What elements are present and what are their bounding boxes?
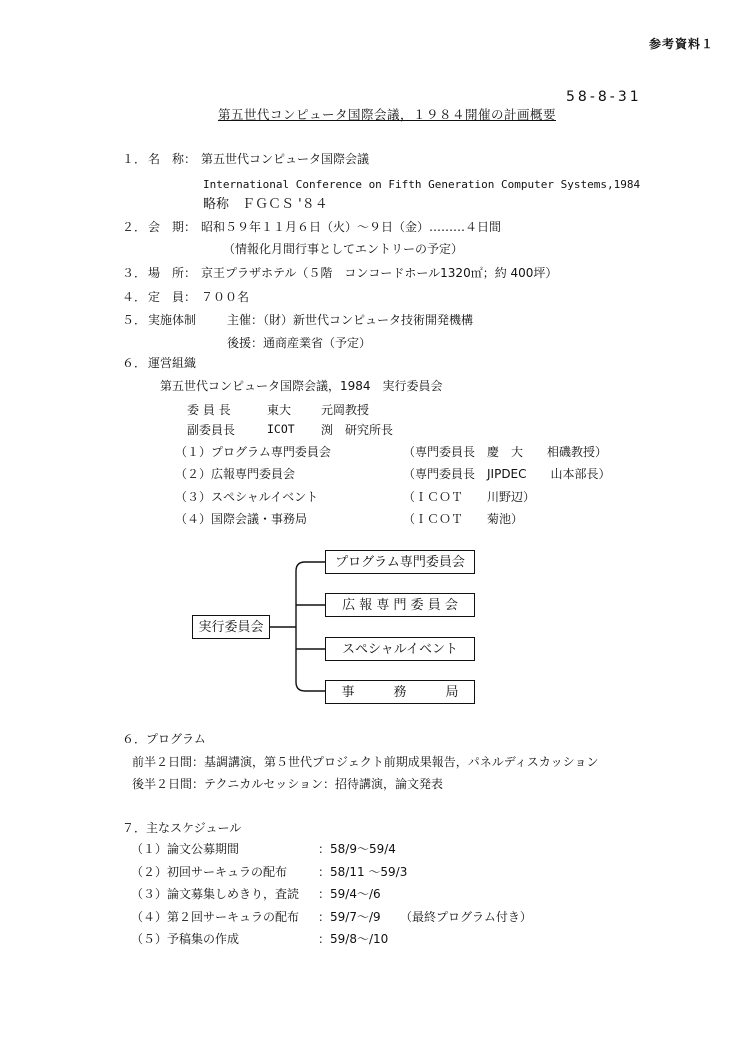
- item-3-label: 場 所：: [148, 266, 197, 280]
- org-root-box: 実行委員会: [192, 615, 270, 639]
- item-2-label: 会 期：: [148, 220, 197, 234]
- document-number: 58-8-31: [566, 89, 642, 105]
- schedule-item-name: （３）論文募集しめきり，査読: [131, 887, 300, 901]
- item-2-number: ２．: [122, 220, 147, 234]
- support: 後援：通商産業省（予定）: [227, 336, 372, 350]
- item-6-label: 運営組織: [148, 356, 197, 370]
- program-first-half: 前半２日間：基調講演，第５世代プロジェクト前期成果報告，パネルディスカッション: [132, 755, 599, 769]
- reference-label: 参考資料１: [648, 37, 714, 51]
- item-4-label: 定 員：: [148, 290, 197, 304]
- org-child-box: スペシャルイベント: [325, 637, 475, 661]
- program-label: プログラム: [146, 732, 206, 746]
- schedule-item-date: ：59/8～/10: [318, 932, 389, 946]
- conference-period-note: （情報化月間行事としてエントリーの予定）: [223, 242, 464, 256]
- item-5-number: ５．: [122, 313, 147, 327]
- conference-capacity: ７００名: [201, 290, 250, 304]
- subcommittee-chair: （専門委員長 JIPDEC 山本部長）: [403, 467, 611, 481]
- schedule-item-name: （１）論文公募期間: [131, 842, 240, 856]
- subcommittee-name: （２）広報専門委員会: [175, 467, 296, 481]
- item-4-number: ４．: [122, 290, 147, 304]
- schedule-item-name: （４）第２回サーキュラの配布: [131, 910, 300, 924]
- schedule-item-note: （最終プログラム付き）: [400, 910, 532, 924]
- conference-name-en: International Conference on Fifth Generation Computer Systems,1984: [203, 178, 641, 191]
- conference-period: 昭和５９年１１月６日（火）～９日（金）………４日間: [201, 220, 502, 234]
- program-second-half: 後半２日間：テクニカルセッション：招待講演，論文発表: [132, 777, 444, 791]
- subcommittee-chair: （ＩＣＯＴ 菊池）: [403, 512, 524, 526]
- schedule-item-date: ：59/4～/6: [318, 887, 381, 901]
- schedule-item-name: （２）初回サーキュラの配布: [131, 865, 288, 879]
- subcommittee-name: （１）プログラム専門委員会: [175, 445, 331, 459]
- subcommittee-chair: （専門委員長 慶 大 相磯教授）: [403, 445, 608, 459]
- document-title: 第五世代コンピュータ国際会議，１９８４開催の計画概要: [218, 107, 557, 122]
- conference-abbrev: 略称 ＦＧＣＳ '８４: [203, 197, 328, 212]
- chair-name: 元岡教授: [321, 403, 370, 417]
- schedule-label: 主なスケジュール: [146, 821, 242, 835]
- program-number: ６．: [122, 732, 147, 746]
- schedule-number: ７．: [122, 821, 147, 835]
- item-6-number: ６．: [122, 356, 147, 370]
- item-1-number: １．: [122, 152, 147, 166]
- organizer: 主催：（財）新世代コンピュータ技術開発機構: [227, 313, 474, 327]
- conference-name-jp: 第五世代コンピュータ国際会議: [201, 152, 370, 166]
- schedule-item-date: ：58/9～59/4: [318, 842, 396, 856]
- org-child-box: プログラム専門委員会: [325, 550, 475, 574]
- schedule-item-date: ：58/11 ～59/3: [318, 865, 408, 879]
- executive-committee: 第五世代コンピュータ国際会議，1984 実行委員会: [160, 379, 443, 393]
- item-3-number: ３．: [122, 266, 147, 280]
- schedule-item-date: ：59/7～/9: [318, 910, 381, 924]
- chair-affiliation: 東大: [267, 403, 292, 417]
- conference-venue: 京王プラザホテル（５階 コンコードホール1320㎡；約 400坪）: [201, 266, 558, 280]
- org-child-box: 広 報 専 門 委 員 会: [325, 593, 475, 617]
- vice-chair-role: 副委員長: [187, 423, 236, 437]
- org-child-box: 事 務 局: [325, 680, 475, 704]
- subcommittee-name: （３）スペシャルイベント: [175, 490, 319, 504]
- subcommittee-chair: （ＩＣＯＴ 川野辺）: [403, 490, 536, 504]
- subcommittee-name: （４）国際会議・事務局: [175, 512, 308, 526]
- vice-chair-affiliation: ICOT: [267, 422, 295, 436]
- chair-role: 委 員 長: [187, 403, 231, 417]
- item-1-label: 名 称：: [148, 152, 197, 166]
- item-5-label: 実施体制: [148, 313, 197, 327]
- schedule-item-name: （５）予稿集の作成: [131, 932, 240, 946]
- vice-chair-name: 渕 研究所長: [321, 423, 394, 437]
